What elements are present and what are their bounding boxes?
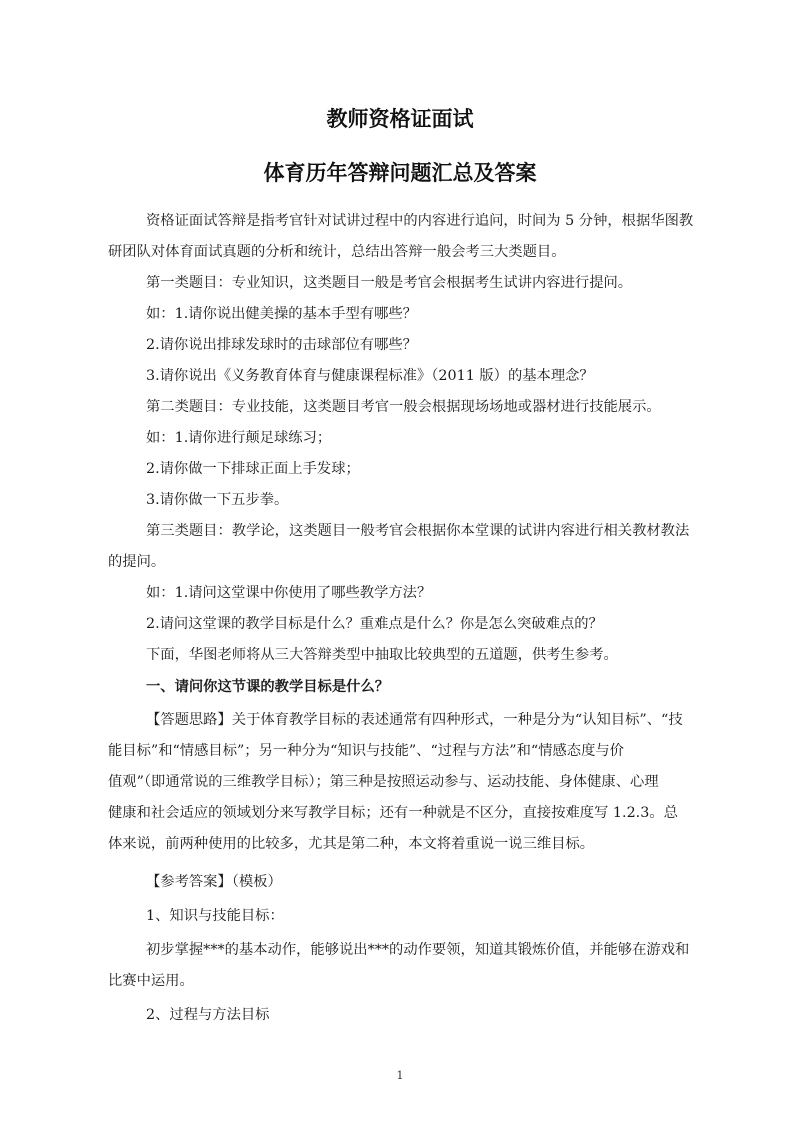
paragraph-line: 第一类题目：专业知识，这类题目一般是考官会根据考生试讲内容进行提问。 xyxy=(146,275,633,291)
paragraph-line: 第三类题目：教学论，这类题目一般考官会根据你本堂课的试讲内容进行相关教材教法 xyxy=(146,523,690,539)
page-number: 1 xyxy=(396,1069,404,1082)
paragraph-line: 如：1.请问这堂课中你使用了哪些教学方法？ xyxy=(146,585,432,601)
paragraph-line: 能目标”和“情感目标”；另一种分为“知识与技能”、“过程与方法”和“情感态度与价 xyxy=(108,743,624,759)
paragraph-line: 下面，华图老师将从三大答辩类型中抽取比较典型的五道题，供考生参考。 xyxy=(146,647,618,663)
paragraph-line: 初步掌握***的基本动作，能够说出***的动作要领，知道其锻炼价值，并能够在游戏和 xyxy=(146,942,690,958)
paragraph-line: 2、过程与方法目标 xyxy=(146,1007,270,1023)
paragraph-line: 健康和社会适应的领域划分来写教学目标；还有一种就是不区分，直接按难度写 1.2.3。总 xyxy=(108,805,678,821)
paragraph-line: 体来说，前两种使用的比较多，尤其是第二种，本文将着重说一说三维目标。 xyxy=(108,836,595,852)
paragraph-line: 2.请你做一下排球正面上手发球； xyxy=(146,461,360,477)
paragraph-line: 3.请你做一下五步拳。 xyxy=(146,492,289,508)
paragraph-line: 研团队对体育面试真题的分析和统计，总结出答辩一般会考三大类题目。 xyxy=(108,244,566,260)
paragraph-line: 如：1.请你进行颠足球练习； xyxy=(146,430,332,446)
paragraph-line: 值观”（即通常说的三维教学目标）；第三种是按照运动参与、运动技能、身体健康、心理 xyxy=(108,774,659,790)
paragraph-line: 1、知识与技能目标： xyxy=(146,908,284,924)
document-subtitle: 体育历年答辩问题汇总及答案 xyxy=(263,161,537,185)
document-title: 教师资格证面试 xyxy=(326,107,474,131)
paragraph-line: 如：1.请你说出健美操的基本手型有哪些？ xyxy=(146,306,417,322)
paragraph-line: 的提问。 xyxy=(108,554,166,570)
paragraph-line: 第二类题目：专业技能，这类题目考官一般会根据现场场地或器材进行技能展示。 xyxy=(146,399,661,415)
section-heading: 一、请问你这节课的教学目标是什么？ xyxy=(146,679,390,695)
paragraph-line: 资格证面试答辩是指考官针对试讲过程中的内容进行追问，时间为 5 分钟，根据华图教 xyxy=(146,213,694,229)
paragraph-line: 2.请问这堂课的教学目标是什么？重难点是什么？你是怎么突破难点的？ xyxy=(146,616,603,632)
paragraph-line: 2.请你说出排球发球时的击球部位有哪些？ xyxy=(146,337,417,353)
paragraph-line: 3.请你说出《义务教育体育与健康课程标准》（2011 版）的基本理念？ xyxy=(146,368,594,384)
paragraph-line: 【参考答案】（模板） xyxy=(146,874,282,890)
paragraph-line: 比赛中运用。 xyxy=(108,973,194,989)
paragraph-line: 【答题思路】关于体育教学目标的表述通常有四种形式，一种是分为“认知目标”、“技 xyxy=(146,712,683,728)
